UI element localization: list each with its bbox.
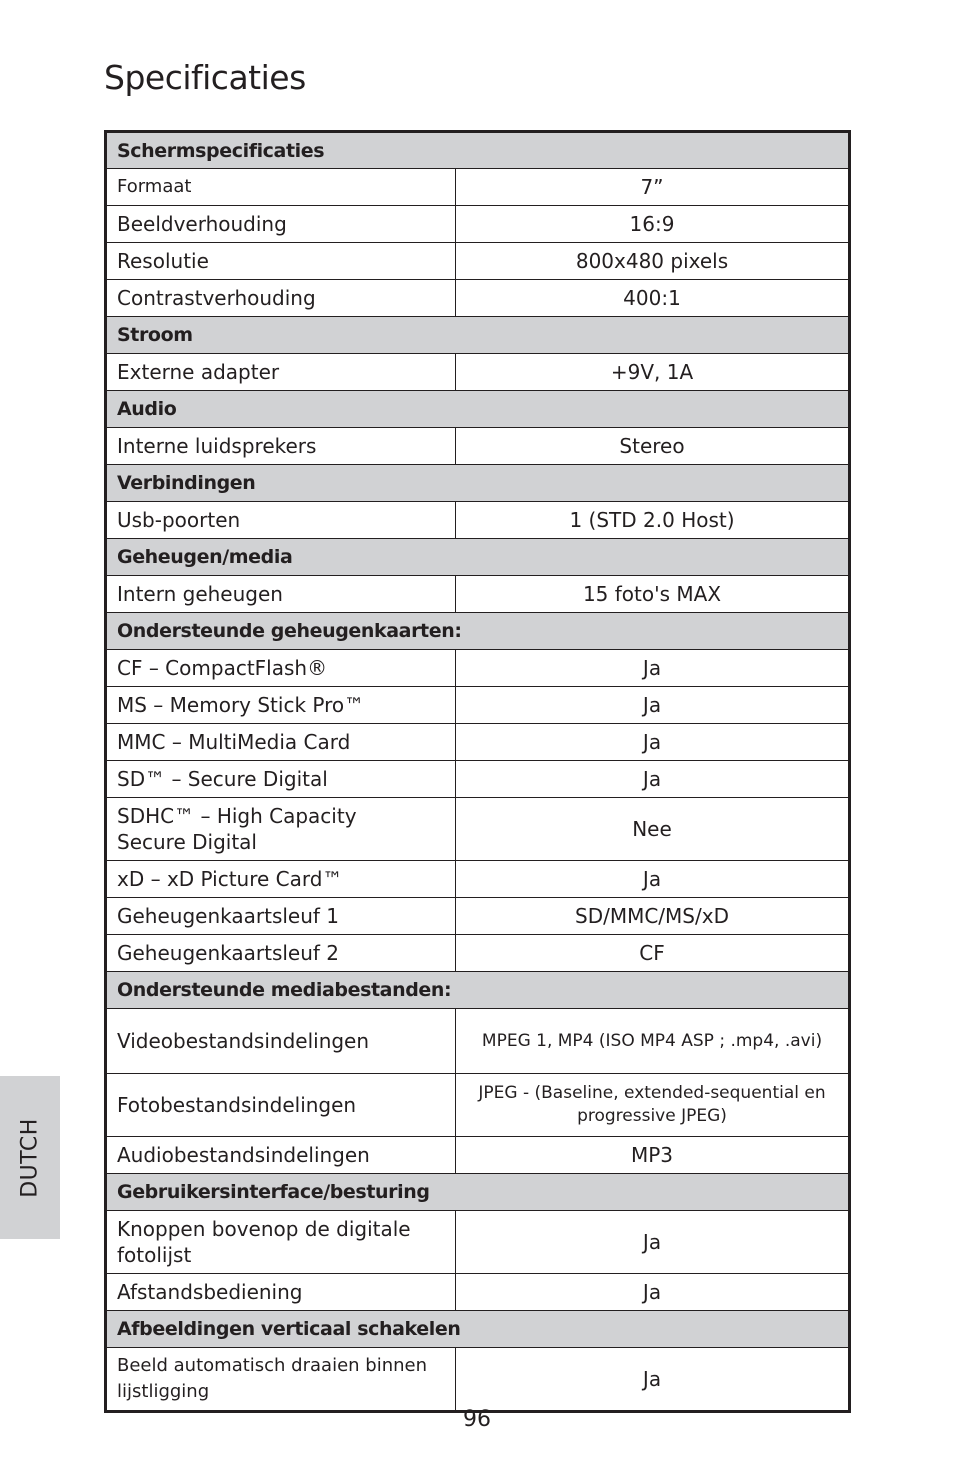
language-tab [0, 1076, 60, 1239]
spec-value: Ja [456, 687, 850, 724]
section-header: Ondersteunde mediabestanden: [106, 972, 850, 1009]
spec-row [106, 861, 850, 898]
page-title: Specificaties [104, 58, 306, 97]
spec-label: Interne luidsprekers [106, 428, 456, 465]
spec-row [106, 502, 850, 539]
spec-label: xD – xD Picture Card™ [106, 861, 456, 898]
spec-row [106, 428, 850, 465]
spec-label: MMC – MultiMedia Card [106, 724, 456, 761]
spec-row [106, 1009, 850, 1074]
section-header: Stroom [106, 317, 850, 354]
spec-row [106, 1137, 850, 1174]
spec-label: Resolutie [106, 243, 456, 280]
section-header-row [106, 465, 850, 502]
spec-row [106, 898, 850, 935]
section-header: Schermspecificaties [106, 132, 850, 169]
spec-value: CF [456, 935, 850, 972]
spec-row [106, 798, 850, 861]
spec-value: 15 foto's MAX [456, 576, 850, 613]
spec-label-line: fotolijst [117, 1243, 192, 1267]
specifications-table [104, 130, 851, 1413]
spec-value: 800x480 pixels [456, 243, 850, 280]
spec-label [106, 1211, 456, 1274]
spec-value [456, 1074, 850, 1137]
spec-label: Formaat [106, 169, 456, 206]
section-header-row [106, 1311, 850, 1348]
spec-row [106, 650, 850, 687]
spec-label: Audiobestandsindelingen [106, 1137, 456, 1174]
section-header: Afbeeldingen verticaal schakelen [106, 1311, 850, 1348]
spec-label: Fotobestandsindelingen [106, 1074, 456, 1137]
spec-value: 1 (STD 2.0 Host) [456, 502, 850, 539]
spec-label: Beeldverhouding [106, 206, 456, 243]
spec-label [106, 798, 456, 861]
spec-label [106, 1348, 456, 1412]
section-header: Audio [106, 391, 850, 428]
spec-value: Ja [456, 1348, 850, 1412]
section-header: Verbindingen [106, 465, 850, 502]
spec-label-line: SDHC™ – High Capacity [117, 804, 357, 828]
spec-row [106, 761, 850, 798]
section-header: Geheugen/media [106, 539, 850, 576]
spec-value: Stereo [456, 428, 850, 465]
section-header-row [106, 613, 850, 650]
section-header-row [106, 972, 850, 1009]
spec-value: Ja [456, 650, 850, 687]
spec-label: Usb-poorten [106, 502, 456, 539]
section-header: Ondersteunde geheugenkaarten: [106, 613, 850, 650]
section-header-row [106, 539, 850, 576]
spec-value: MPEG 1, MP4 (ISO MP4 ASP ; .mp4, .avi) [456, 1009, 850, 1074]
spec-row [106, 576, 850, 613]
spec-value: Ja [456, 1274, 850, 1311]
spec-row [106, 935, 850, 972]
spec-row [106, 687, 850, 724]
spec-row [106, 206, 850, 243]
spec-row [106, 354, 850, 391]
spec-row [106, 169, 850, 206]
spec-label: CF – CompactFlash® [106, 650, 456, 687]
spec-label: SD™ – Secure Digital [106, 761, 456, 798]
spec-row [106, 280, 850, 317]
spec-label: Geheugenkaartsleuf 1 [106, 898, 456, 935]
spec-row [106, 724, 850, 761]
spec-label: Videobestandsindelingen [106, 1009, 456, 1074]
spec-value: Ja [456, 1211, 850, 1274]
spec-label: Externe adapter [106, 354, 456, 391]
spec-label-line: lijstligging [117, 1381, 210, 1402]
spec-value-line: JPEG - (Baseline, extended-sequential en [478, 1083, 826, 1103]
section-header: Gebruikersinterface/besturing [106, 1174, 850, 1211]
section-header-row [106, 391, 850, 428]
spec-value: Ja [456, 761, 850, 798]
section-header-row [106, 317, 850, 354]
language-tab-label: DUTCH [17, 1118, 43, 1198]
spec-value: MP3 [456, 1137, 850, 1174]
spec-label: Afstandsbediening [106, 1274, 456, 1311]
spec-row [106, 1211, 850, 1274]
spec-value-line: progressive JPEG) [577, 1106, 727, 1126]
spec-value: Ja [456, 724, 850, 761]
spec-row [106, 1074, 850, 1137]
spec-value: SD/MMC/MS/xD [456, 898, 850, 935]
section-header-row [106, 1174, 850, 1211]
spec-label-line: Secure Digital [117, 830, 257, 854]
spec-label: Contrastverhouding [106, 280, 456, 317]
section-header-row [106, 132, 850, 169]
spec-value: 7” [456, 169, 850, 206]
spec-value: +9V, 1A [456, 354, 850, 391]
spec-value: Nee [456, 798, 850, 861]
spec-value: 400:1 [456, 280, 850, 317]
spec-row [106, 1274, 850, 1311]
spec-row [106, 243, 850, 280]
spec-label-line: Knoppen bovenop de digitale [117, 1217, 411, 1241]
spec-value: Ja [456, 861, 850, 898]
spec-label: Geheugenkaartsleuf 2 [106, 935, 456, 972]
spec-label: Intern geheugen [106, 576, 456, 613]
spec-label-line: Beeld automatisch draaien binnen [117, 1355, 427, 1376]
spec-label: MS – Memory Stick Pro™ [106, 687, 456, 724]
spec-value: 16:9 [456, 206, 850, 243]
spec-row [106, 1348, 850, 1412]
page-number: 96 [463, 1407, 491, 1432]
